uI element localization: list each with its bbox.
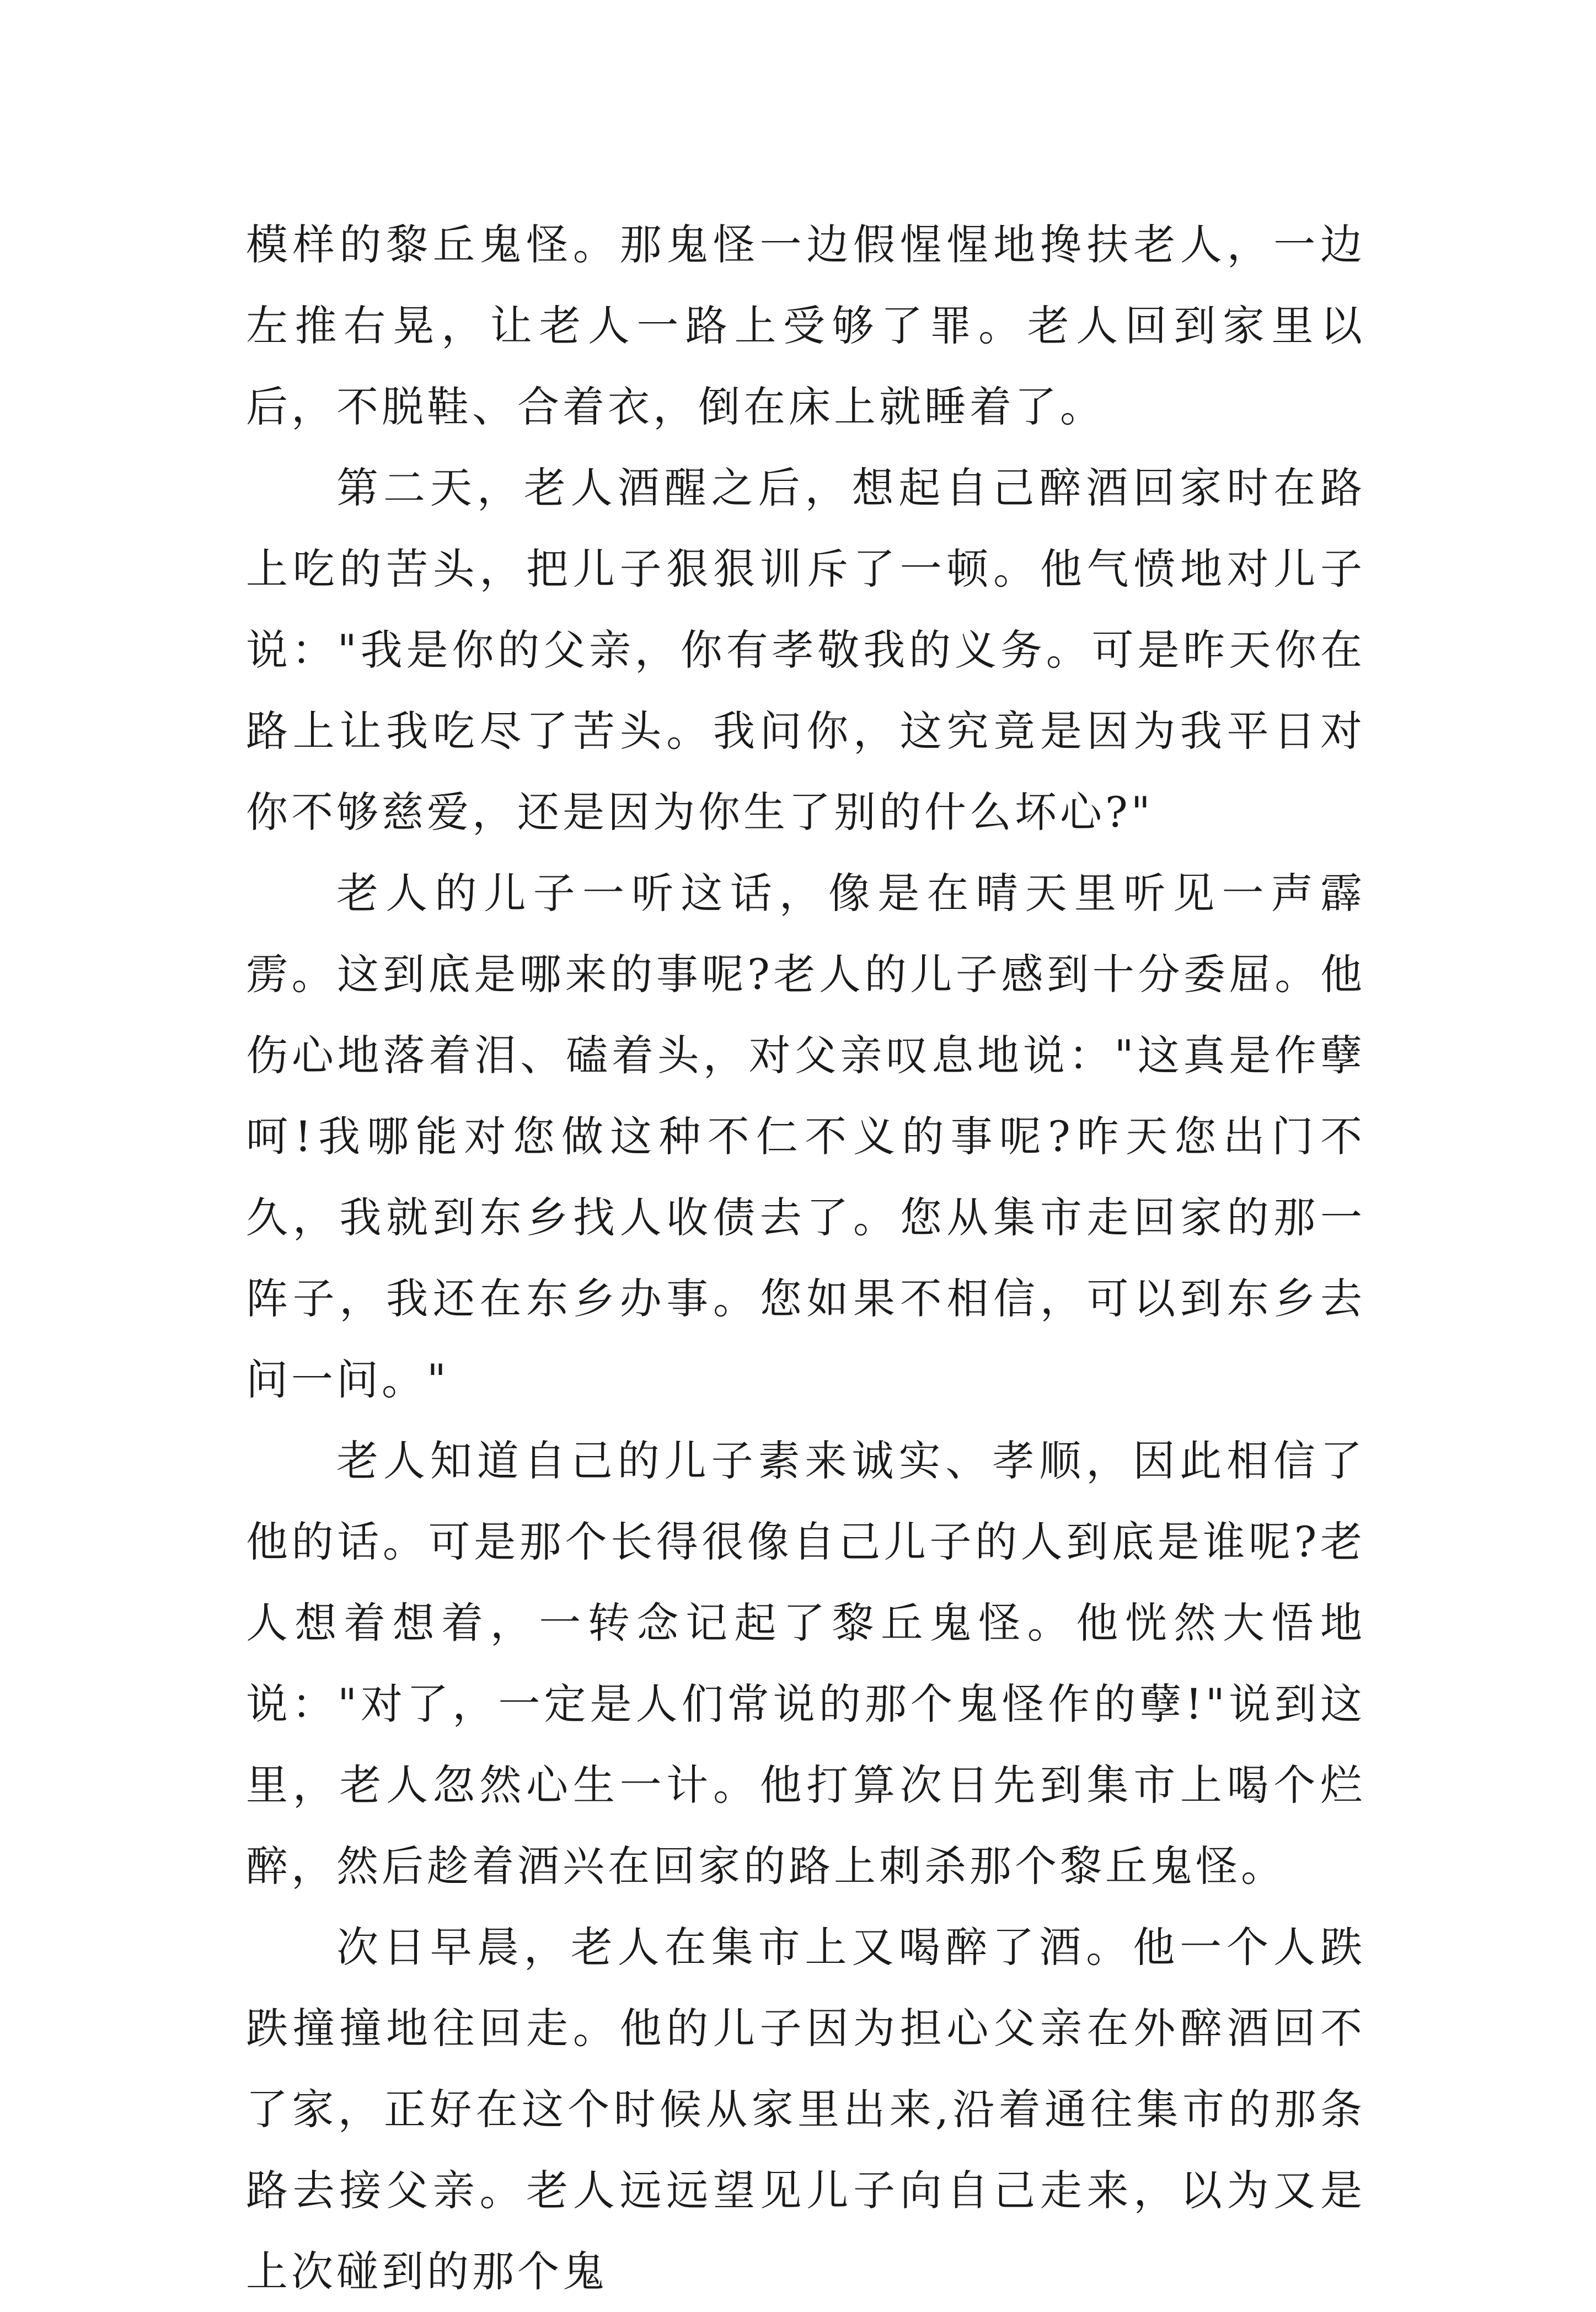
paragraph-1: 模样的黎丘鬼怪。那鬼怪一边假惺惺地搀扶老人，一边左推右晃，让老人一路上受够了罪。老人回到家里以后，不脱鞋、合着衣，倒在床上就睡着了。	[246, 220, 1365, 431]
paragraph-3: 老人的儿子一听这话，像是在晴天里听见一声霹雳。这到底是哪来的事呢?老人的儿子感到十分委屈。他伤心地落着泪、磕着头，对父亲叹息地说："这真是作孽呵!我哪能对您做这种不仁不义的事呢?昨天您出门不久，我就到东乡找人收债去了。您从集市走回家的那一阵子，我还在东乡办事。您如果不相信，可以到东乡去问一问。"	[246, 869, 1365, 1404]
body-text	[246, 204, 1365, 2312]
paragraph-5: 次日早晨，老人在集市上又喝醉了酒。他一个人跌跌撞撞地往回走。他的儿子因为担心父亲在外醉酒回不了家，正好在这个时候从家里出来,沿着通往集市的那条路去接父亲。老人远远望见儿子向自己走来，以为又是上次碰到的那个鬼	[246, 1923, 1365, 2296]
paragraph-4: 老人知道自己的儿子素来诚实、孝顺，因此相信了他的话。可是那个长得很像自己儿子的人到底是谁呢?老人想着想着，一转念记起了黎丘鬼怪。他恍然大悟地说："对了，一定是人们常说的那个鬼怪作的孽!"说到这里，老人忽然心生一计。他打算次日先到集市上喝个烂醉，然后趁着酒兴在回家的路上刺杀那个黎丘鬼怪。	[246, 1436, 1365, 1891]
paragraph-2: 第二天，老人酒醒之后，想起自己醉酒回家时在路上吃的苦头，把儿子狠狠训斥了一顿。他气愤地对儿子说："我是你的父亲，你有孝敬我的义务。可是昨天你在路上让我吃尽了苦头。我问你，这究竟是因为我平日对你不够慈爱，还是因为你生了别的什么坏心?"	[246, 463, 1365, 837]
